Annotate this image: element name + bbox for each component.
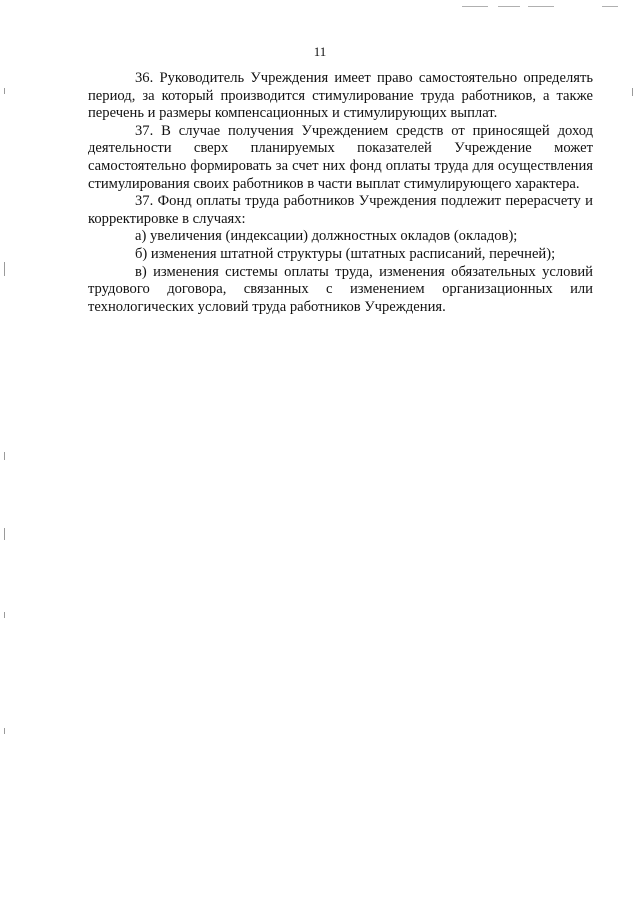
scan-artifact bbox=[4, 262, 5, 276]
scan-artifact bbox=[4, 452, 5, 460]
scan-artifact bbox=[528, 6, 554, 7]
page-number: 11 bbox=[313, 44, 327, 59]
scan-artifact bbox=[4, 528, 5, 540]
paragraph-37-recalculation: 37. Фонд оплаты труда работников Учреждения подлежит перерасчету и корректировке в случаях: bbox=[88, 193, 593, 227]
scan-artifact bbox=[498, 6, 520, 7]
list-item-v: в) изменения системы оплаты труда, изменения обязательных условий трудового договора, связанных с изменением организационных или технологических условий труда работников Учреждения. bbox=[88, 263, 593, 315]
list-item-a: а) увеличения (индексации) должностных окладов (окладов); bbox=[135, 228, 518, 245]
scan-artifact bbox=[602, 6, 618, 7]
scan-artifact bbox=[632, 88, 633, 96]
list-item-b: б) изменения штатной структуры (штатных расписаний, перечней); bbox=[135, 245, 556, 262]
document-body bbox=[88, 70, 593, 316]
scan-artifact bbox=[4, 88, 5, 94]
scan-artifact bbox=[4, 612, 5, 618]
paragraph-37-income: 37. В случае получения Учреждением средств от приносящей доход деятельности сверх планируемых показателей Учреждение может самостоятельно формировать за счет них фонд оплаты труда для осуществления стимулирования своих работников в части выплат стимулирующего характера. bbox=[88, 122, 593, 192]
scan-artifact bbox=[4, 728, 5, 734]
scan-artifact bbox=[462, 6, 488, 7]
paragraph-36: 36. Руководитель Учреждения имеет право самостоятельно определять период, за который производится стимулирование труда работников, а также перечень и размеры компенсационных и стимулирующих выплат. bbox=[88, 70, 593, 122]
